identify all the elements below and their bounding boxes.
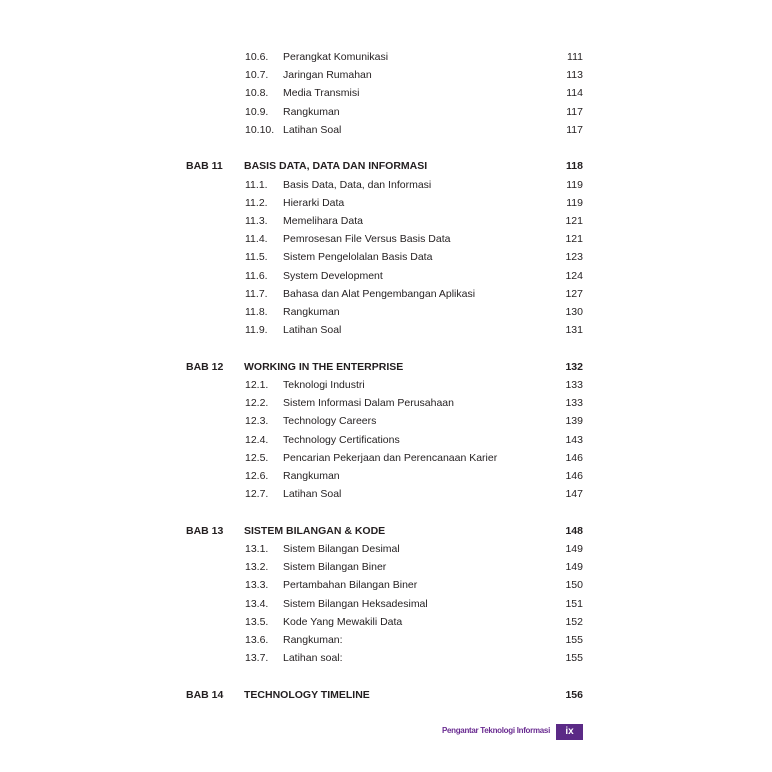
chapter-title: TECHNOLOGY TIMELINE	[244, 688, 370, 701]
entry-page: 124	[565, 269, 583, 282]
toc-entry	[0, 540, 772, 558]
entry-number: 12.1.	[245, 378, 269, 391]
entry-page: 114	[566, 87, 583, 100]
entry-title: Rangkuman:	[283, 634, 343, 646]
entry-page: 152	[565, 615, 583, 628]
toc-entry	[0, 303, 772, 321]
section-spacer	[0, 667, 772, 685]
chapter-title: BASIS DATA, DATA DAN INFORMASI	[244, 160, 428, 173]
entry-title: Latihan Soal	[283, 123, 342, 136]
toc-entry	[0, 121, 772, 139]
toc-entry	[0, 212, 772, 230]
entry-page: 111	[567, 51, 583, 63]
entry-number: 12.2.	[245, 397, 269, 410]
entry-number: 12.4.	[245, 433, 269, 446]
chapter-label: BAB 14	[186, 688, 224, 701]
entry-title: Memelihara Data	[283, 214, 363, 227]
entry-number: 11.3.	[245, 214, 268, 227]
entry-title: Technology Careers	[283, 415, 377, 428]
entry-number: 11.7.	[245, 287, 268, 300]
toc-entry	[0, 103, 772, 121]
toc-entry	[0, 431, 772, 449]
toc-entry	[0, 467, 772, 485]
entry-title: Sistem Informasi Dalam Perusahaan	[283, 397, 454, 410]
entry-title: Rangkuman	[283, 105, 340, 118]
toc-entry	[0, 321, 772, 339]
entry-title: Sistem Bilangan Desimal	[283, 542, 400, 555]
entry-title: System Development	[283, 269, 383, 282]
toc-entry	[0, 449, 772, 467]
entry-page: 146	[565, 470, 583, 483]
toc-entry	[0, 176, 772, 194]
entry-page: 123	[565, 251, 583, 264]
entry-number: 13.5.	[245, 615, 269, 628]
entry-number: 10.9.	[245, 105, 269, 118]
entry-page: 147	[565, 488, 583, 501]
toc-entry	[0, 376, 772, 394]
entry-title: Basis Data, Data, dan Informasi	[283, 178, 432, 191]
entry-title: Latihan soal:	[283, 652, 343, 665]
entry-number: 13.2.	[245, 561, 269, 574]
toc-entry	[0, 230, 772, 248]
entry-title: Sistem Bilangan Heksadesimal	[283, 597, 428, 610]
entry-page: 155	[565, 652, 583, 665]
entry-number: 12.5.	[245, 451, 269, 464]
entry-page: 150	[565, 579, 583, 592]
toc-entry	[0, 248, 772, 266]
entry-number: 11.9.	[245, 324, 268, 337]
entry-page: 143	[565, 433, 583, 446]
toc-entry	[0, 595, 772, 613]
section-spacer	[0, 340, 772, 358]
chapter-page: 132	[565, 360, 583, 373]
toc-entry	[0, 631, 772, 649]
chapter-page: 118	[566, 160, 583, 173]
toc-entry	[0, 613, 772, 631]
section-spacer	[0, 503, 772, 521]
entry-number: 12.7.	[245, 488, 269, 501]
chapter-heading	[0, 358, 772, 376]
toc-entry	[0, 649, 772, 667]
entry-page: 119	[566, 178, 583, 191]
chapter-heading	[0, 522, 772, 540]
entry-title: Kode Yang Mewakili Data	[283, 615, 403, 628]
entry-title: Bahasa dan Alat Pengembangan Aplikasi	[283, 287, 476, 300]
footer-page-number: ix	[556, 724, 583, 740]
entry-number: 13.6.	[245, 634, 269, 646]
entry-title: Media Transmisi	[283, 87, 360, 100]
entry-page: 131	[565, 324, 583, 337]
entry-number: 11.6.	[245, 269, 268, 282]
entry-number: 13.7.	[245, 652, 269, 665]
entry-title: Perangkat Komunikasi	[283, 51, 389, 63]
chapter-label: BAB 11	[186, 160, 223, 173]
page-footer	[0, 724, 772, 740]
chapter-title: WORKING IN THE ENTERPRISE	[244, 360, 404, 373]
entry-number: 11.2.	[245, 196, 268, 209]
toc-entry	[0, 576, 772, 594]
table-of-contents	[0, 48, 772, 704]
entry-title: Hierarki Data	[283, 196, 345, 209]
entry-number: 12.3.	[245, 415, 269, 428]
chapter-label: BAB 12	[186, 360, 224, 373]
footer-book-title: Pengantar Teknologi Informasi	[441, 726, 550, 735]
entry-page: 119	[566, 196, 583, 209]
entry-title: Latihan Soal	[283, 488, 342, 501]
entry-title: Rangkuman	[283, 470, 340, 483]
entry-number: 10.7.	[245, 69, 269, 82]
entry-number: 13.3.	[245, 579, 269, 592]
toc-entry	[0, 84, 772, 102]
toc-entry	[0, 267, 772, 285]
entry-page: 113	[566, 69, 583, 82]
entry-title: Sistem Pengelolalan Basis Data	[283, 251, 433, 264]
entry-title: Latihan Soal	[283, 324, 342, 337]
entry-number: 13.4.	[245, 597, 269, 610]
entry-page: 117	[566, 105, 583, 118]
entry-number: 11.5.	[245, 251, 268, 264]
chapter-label: BAB 13	[186, 524, 224, 537]
entry-page: 130	[565, 306, 583, 319]
chapter-heading	[0, 686, 772, 704]
entry-page: 155	[565, 634, 583, 646]
toc-entry	[0, 394, 772, 412]
entry-page: 121	[565, 233, 583, 246]
toc-entry	[0, 48, 772, 66]
entry-number: 10.10.	[245, 123, 275, 136]
toc-entry	[0, 66, 772, 84]
entry-page: 127	[565, 287, 583, 300]
entry-number: 13.1.	[245, 542, 269, 555]
entry-number: 10.8.	[245, 87, 269, 100]
entry-page: 117	[566, 123, 583, 136]
chapter-page: 148	[565, 524, 583, 537]
entry-page: 133	[565, 397, 583, 410]
chapter-heading	[0, 157, 772, 175]
entry-title: Jaringan Rumahan	[283, 69, 372, 82]
toc-entry	[0, 412, 772, 430]
entry-number: 11.1.	[245, 178, 268, 191]
toc-entry	[0, 285, 772, 303]
entry-number: 12.6.	[245, 470, 269, 483]
toc-entry	[0, 558, 772, 576]
chapter-page: 156	[565, 688, 583, 701]
entry-title: Pertambahan Bilangan Biner	[283, 579, 418, 592]
entry-number: 11.8.	[245, 306, 268, 319]
toc-entry	[0, 194, 772, 212]
entry-number: 11.4.	[245, 233, 268, 246]
entry-page: 149	[565, 561, 583, 574]
entry-title: Rangkuman	[283, 306, 340, 319]
chapter-title: SISTEM BILANGAN & KODE	[244, 524, 386, 537]
entry-title: Pemrosesan File Versus Basis Data	[283, 233, 451, 246]
entry-number: 10.6.	[245, 51, 269, 63]
entry-title: Sistem Bilangan Biner	[283, 561, 387, 574]
entry-page: 139	[565, 415, 583, 428]
entry-page: 149	[565, 542, 583, 555]
entry-title: Technology Certifications	[283, 433, 400, 446]
toc-entry	[0, 485, 772, 503]
entry-title: Pencarian Pekerjaan dan Perencanaan Karier	[283, 451, 498, 464]
entry-page: 121	[565, 214, 583, 227]
entry-page: 133	[565, 378, 583, 391]
entry-title: Teknologi Industri	[283, 378, 365, 391]
entry-page: 151	[565, 597, 583, 610]
entry-page: 146	[565, 451, 583, 464]
section-spacer	[0, 139, 772, 157]
